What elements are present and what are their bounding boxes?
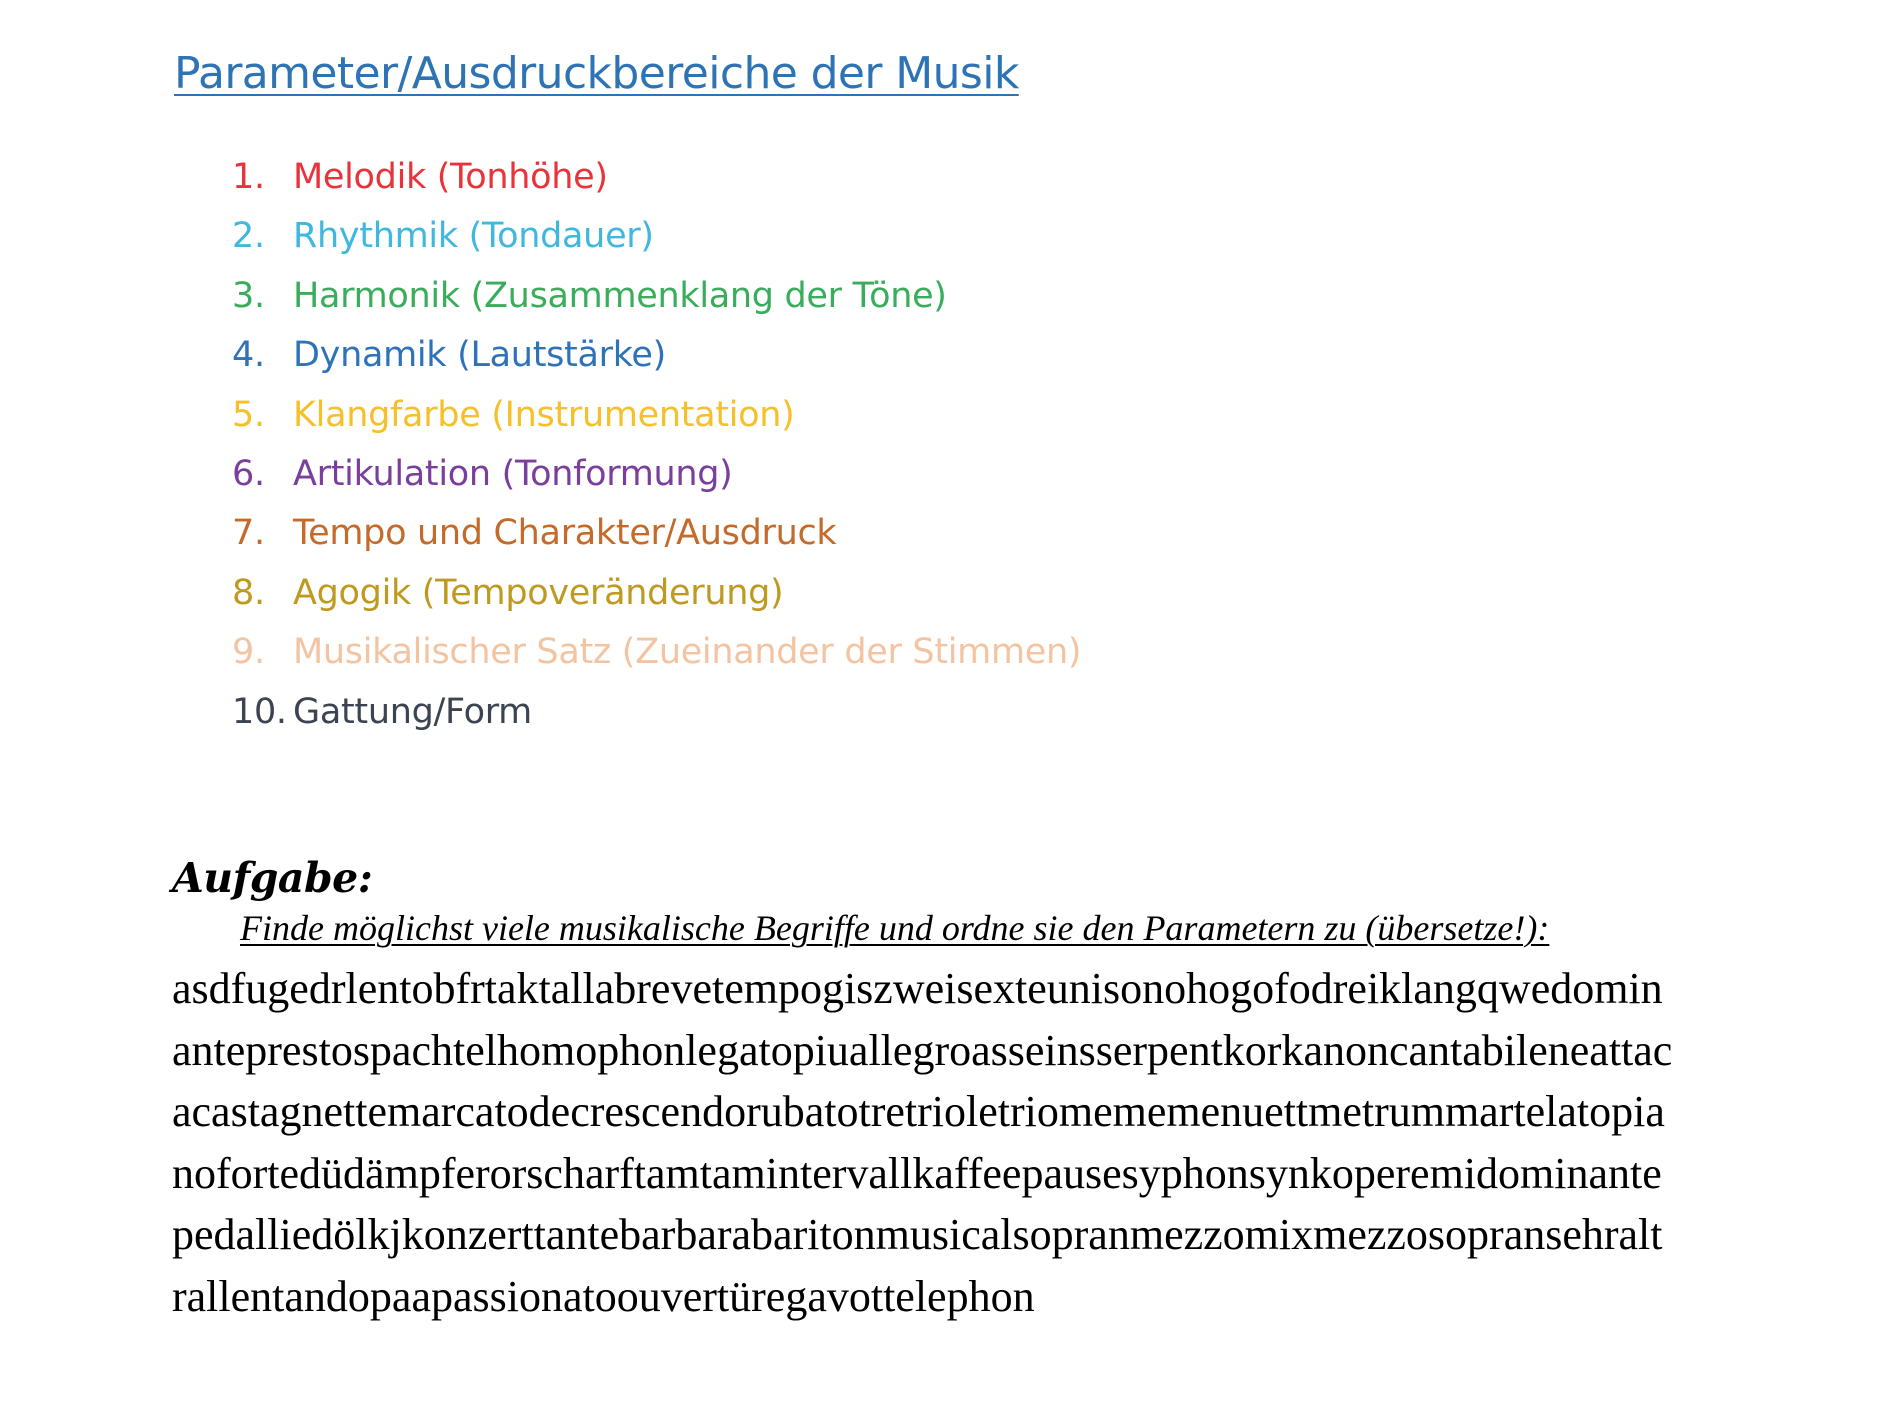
- list-item-number: 5.: [232, 394, 265, 435]
- task-heading: Aufgabe:: [172, 854, 373, 902]
- list-item-number: 1.: [232, 157, 265, 197]
- list-item: [232, 326, 1081, 385]
- list-item-number: 3.: [232, 275, 265, 316]
- list-item-number: 4.: [232, 335, 265, 376]
- list-item-number: 2.: [232, 216, 265, 257]
- letter-puzzle-line: asdfugedrlentobfrtaktallabrevetempogiszweisexteunisonohogofodreiklangqwedomin: [172, 964, 1663, 1013]
- letter-puzzle-line: nofortedüdämpferorscharftamtamintervallkaffeepausesyphonsynkoperemidominante: [172, 1148, 1662, 1198]
- list-item-number: 8.: [232, 572, 265, 613]
- list-item-text: Melodik (Tonhöhe): [293, 157, 608, 197]
- list-item-number: 6.: [232, 454, 265, 495]
- letter-puzzle: [172, 958, 1672, 1328]
- list-item-number: 9.: [232, 632, 265, 673]
- letter-puzzle-line: pedalliedölkjkonzerttantebarbarabaritonmusicalsopranmezzomixmezzosopransehralt: [172, 1210, 1663, 1260]
- list-item-text: Dynamik (Lautstärke): [293, 335, 667, 376]
- list-item: [232, 207, 1081, 266]
- list-item-text: Harmonik (Zusammenklang der Töne): [293, 275, 947, 316]
- list-item-text: Agogik (Tempoveränderung): [293, 572, 784, 613]
- list-item: [232, 564, 1081, 623]
- letter-puzzle-line: acastagnettemarcatodecrescendorubatotretrioletriomememenuettmetrummartelatopia: [172, 1087, 1665, 1137]
- list-item-number: 10.: [232, 691, 287, 732]
- list-item-text: Musikalischer Satz (Zueinander der Stimmen): [293, 632, 1082, 673]
- list-item-text: Klangfarbe (Instrumentation): [293, 394, 795, 435]
- list-item: [232, 445, 1081, 504]
- letter-puzzle-line: anteprestospachtelhomophonlegatopiuallegroasseinsserpentkorkanoncantabileneattac: [172, 1025, 1673, 1075]
- list-item: [232, 386, 1081, 445]
- letter-puzzle-line: rallentandopaapassionatoouvertüregavottelephon: [172, 1271, 1035, 1321]
- list-item-text: Tempo und Charakter/Ausdruck: [293, 513, 837, 554]
- list-item-number: 7.: [232, 513, 265, 554]
- list-item: [232, 267, 1081, 326]
- list-item: [232, 504, 1081, 563]
- list-item-text: Rhythmik (Tondauer): [293, 216, 654, 257]
- page-title: Parameter/Ausdruckbereiche der Musik: [174, 48, 1019, 99]
- list-item: [232, 623, 1081, 682]
- list-item-text: Gattung/Form: [293, 691, 532, 732]
- list-item-text: Artikulation (Tonformung): [293, 454, 733, 495]
- list-item: [232, 683, 1081, 742]
- parameter-list: [232, 148, 1081, 742]
- list-item: [232, 148, 1081, 207]
- task-instruction: Finde möglichst viele musikalische Begriffe und ordne sie den Parametern zu (übersetze!):: [240, 908, 1550, 948]
